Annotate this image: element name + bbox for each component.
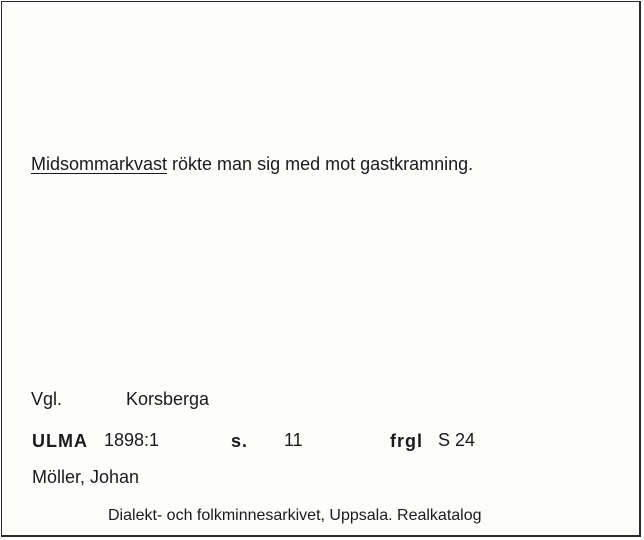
page-label: s.: [231, 431, 249, 451]
informant-name: Möller, Johan: [32, 467, 140, 487]
province-label: Vgl.: [31, 389, 63, 409]
parish: Korsberga: [126, 389, 210, 409]
catalog-card: [1, 1, 641, 537]
entry-body: rökte man sig med mot gastkramning.: [167, 154, 474, 174]
entry-text: [31, 154, 473, 174]
footer-text: Dialekt- och folkminnesarkivet, Uppsala. Realkatalog: [108, 507, 482, 524]
category-code: S 24: [438, 430, 476, 450]
accession-number: 1898:1: [104, 430, 160, 450]
category-label: frgl: [390, 431, 423, 451]
page-number: 11: [284, 430, 303, 450]
headword: Midsommarkvast: [31, 154, 168, 174]
archive-code: ULMA: [32, 431, 88, 451]
